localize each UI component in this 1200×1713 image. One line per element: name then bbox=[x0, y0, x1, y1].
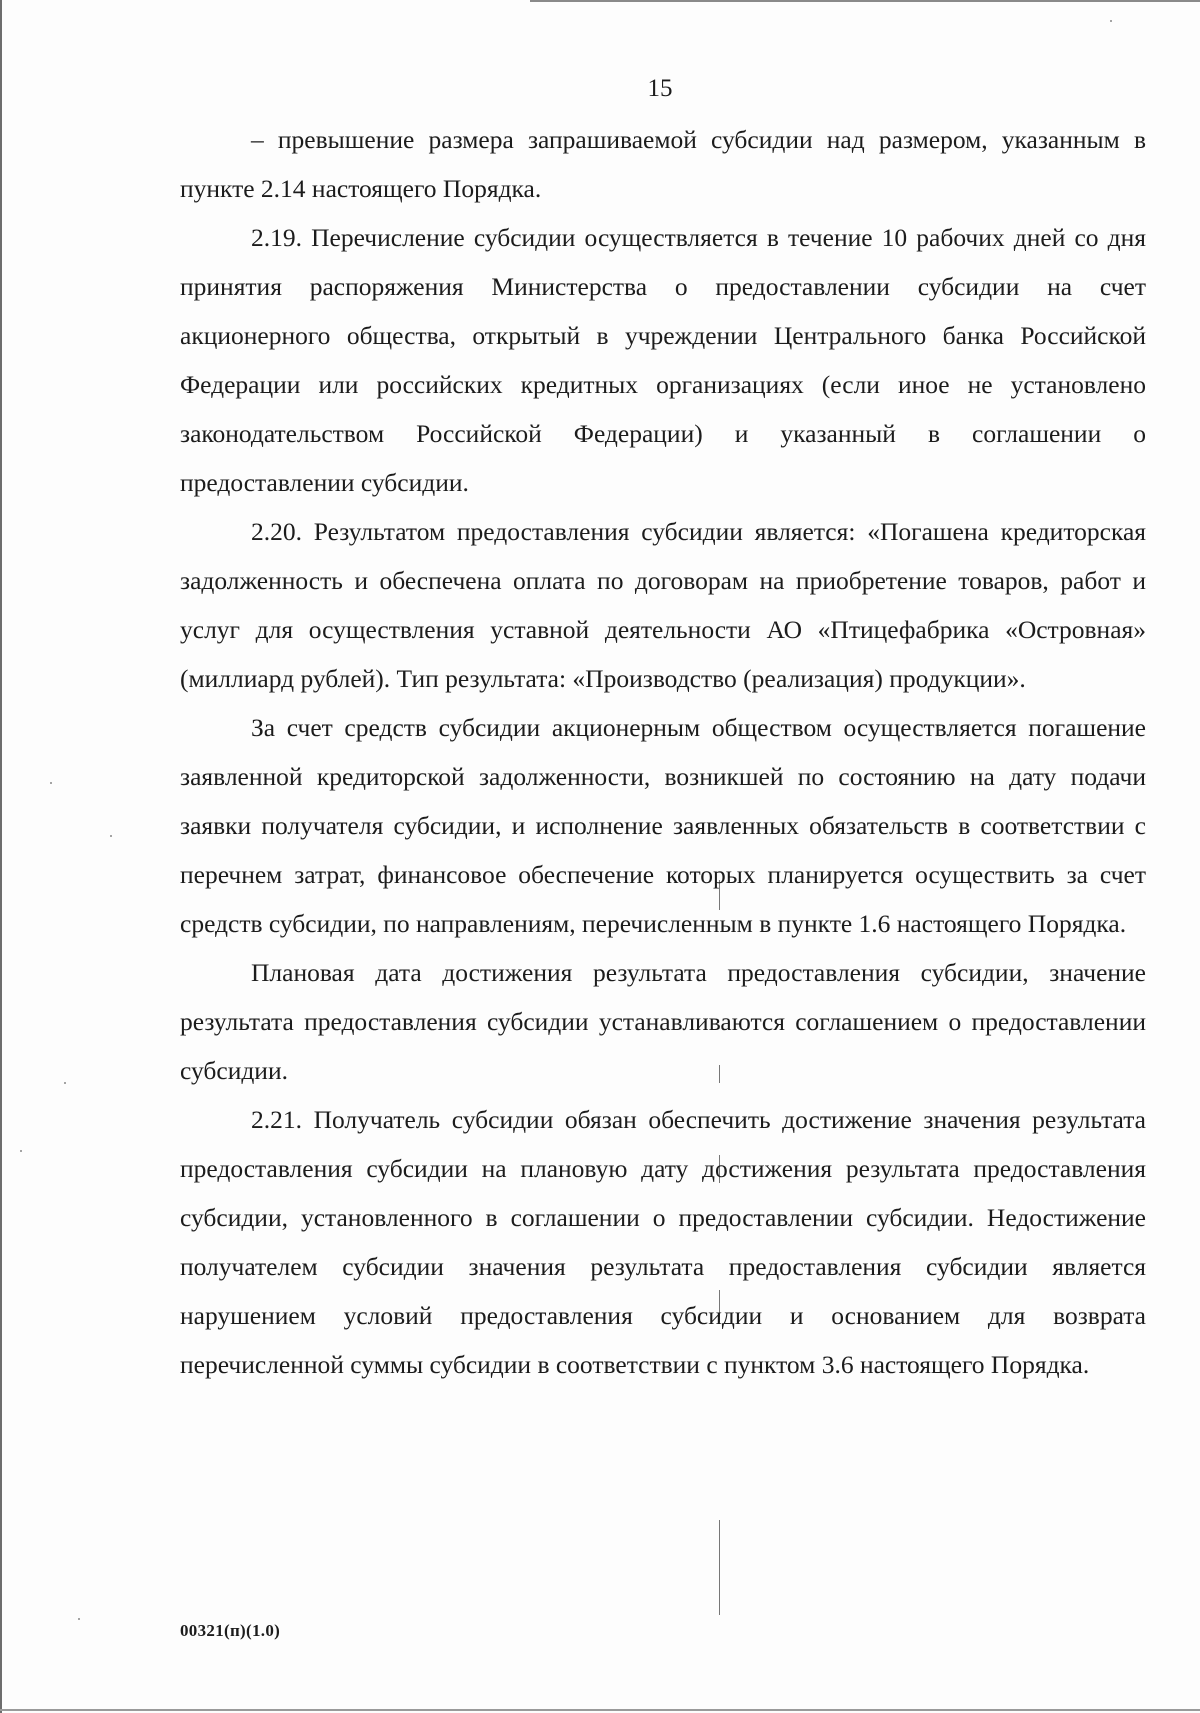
scan-edge-left bbox=[0, 0, 2, 1713]
paragraph-clause-2-21: 2.21. Получатель субсидии обязан обеспечить достижение значения результата предоставления субсидии на плановую дату достижения результата предоставления субсидии, установленного в соглашении о предоставлении субсидии. Недостижение получателем субсидии значения результата предоставления субсидии является нарушением условий предоставления субсидии и основанием для возврата перечисленной суммы субсидии в соответствии с пунктом 3.6 настоящего Порядка. bbox=[180, 1105, 1146, 1379]
paragraph-clause-2-20-funds: За счет средств субсидии акционерным обществом осуществляется погашение заявленной кредиторской задолженности, возникшей по состоянию на дату подачи заявки получателя субсидии, и исполнение заявленных обязательств в соответствии с перечнем затрат, финансовое обеспечение которых планируется осуществить за счет средств субсидии, по направлениям, перечисленным в пункте 1.6 настоящего Порядка. bbox=[180, 713, 1146, 938]
paragraph-dash-item: – превышение размера запрашиваемой субсидии над размером, указанным в пункте 2.14 настоящего Порядка. bbox=[180, 125, 1146, 203]
document-body bbox=[180, 115, 1146, 1389]
scan-artifact-dot bbox=[1110, 20, 1112, 22]
document-footer-code: 00321(п)(1.0) bbox=[180, 1621, 281, 1640]
paragraph-clause-2-20: 2.20. Результатом предоставления субсидии является: «Погашена кредиторская задолженность и обеспечена оплата по договорам на приобретение товаров, работ и услуг для осуществления уставной деятельности АО «Птицефабрика «Островная» (миллиард рублей). Тип результата: «Производство (реализация) продукции». bbox=[180, 517, 1146, 693]
scan-edge-bottom bbox=[0, 1709, 1200, 1711]
scan-artifact-dot bbox=[50, 782, 52, 784]
scan-artifact-line bbox=[719, 1520, 720, 1615]
scan-artifact-dot bbox=[64, 1082, 66, 1084]
scan-artifact-dot bbox=[110, 835, 112, 837]
scan-artifact-dot bbox=[20, 1150, 22, 1152]
page-number: 15 bbox=[647, 75, 673, 102]
scan-artifact-dot bbox=[78, 1618, 80, 1620]
paragraph-clause-2-19: 2.19. Перечисление субсидии осуществляется в течение 10 рабочих дней со дня принятия распоряжения Министерства о предоставлении субсидии на счет акционерного общества, открытый в учреждении Центрального банка Российской Федерации или российских кредитных организациях (если иное не установлено законодательством Российской Федерации) и указанный в соглашении о предоставлении субсидии. bbox=[180, 223, 1146, 497]
paragraph-clause-2-20-date: Плановая дата достижения результата предоставления субсидии, значение результата предоставления субсидии устанавливаются соглашением о предоставлении субсидии. bbox=[180, 958, 1146, 1085]
scan-edge-top bbox=[530, 0, 1200, 2]
